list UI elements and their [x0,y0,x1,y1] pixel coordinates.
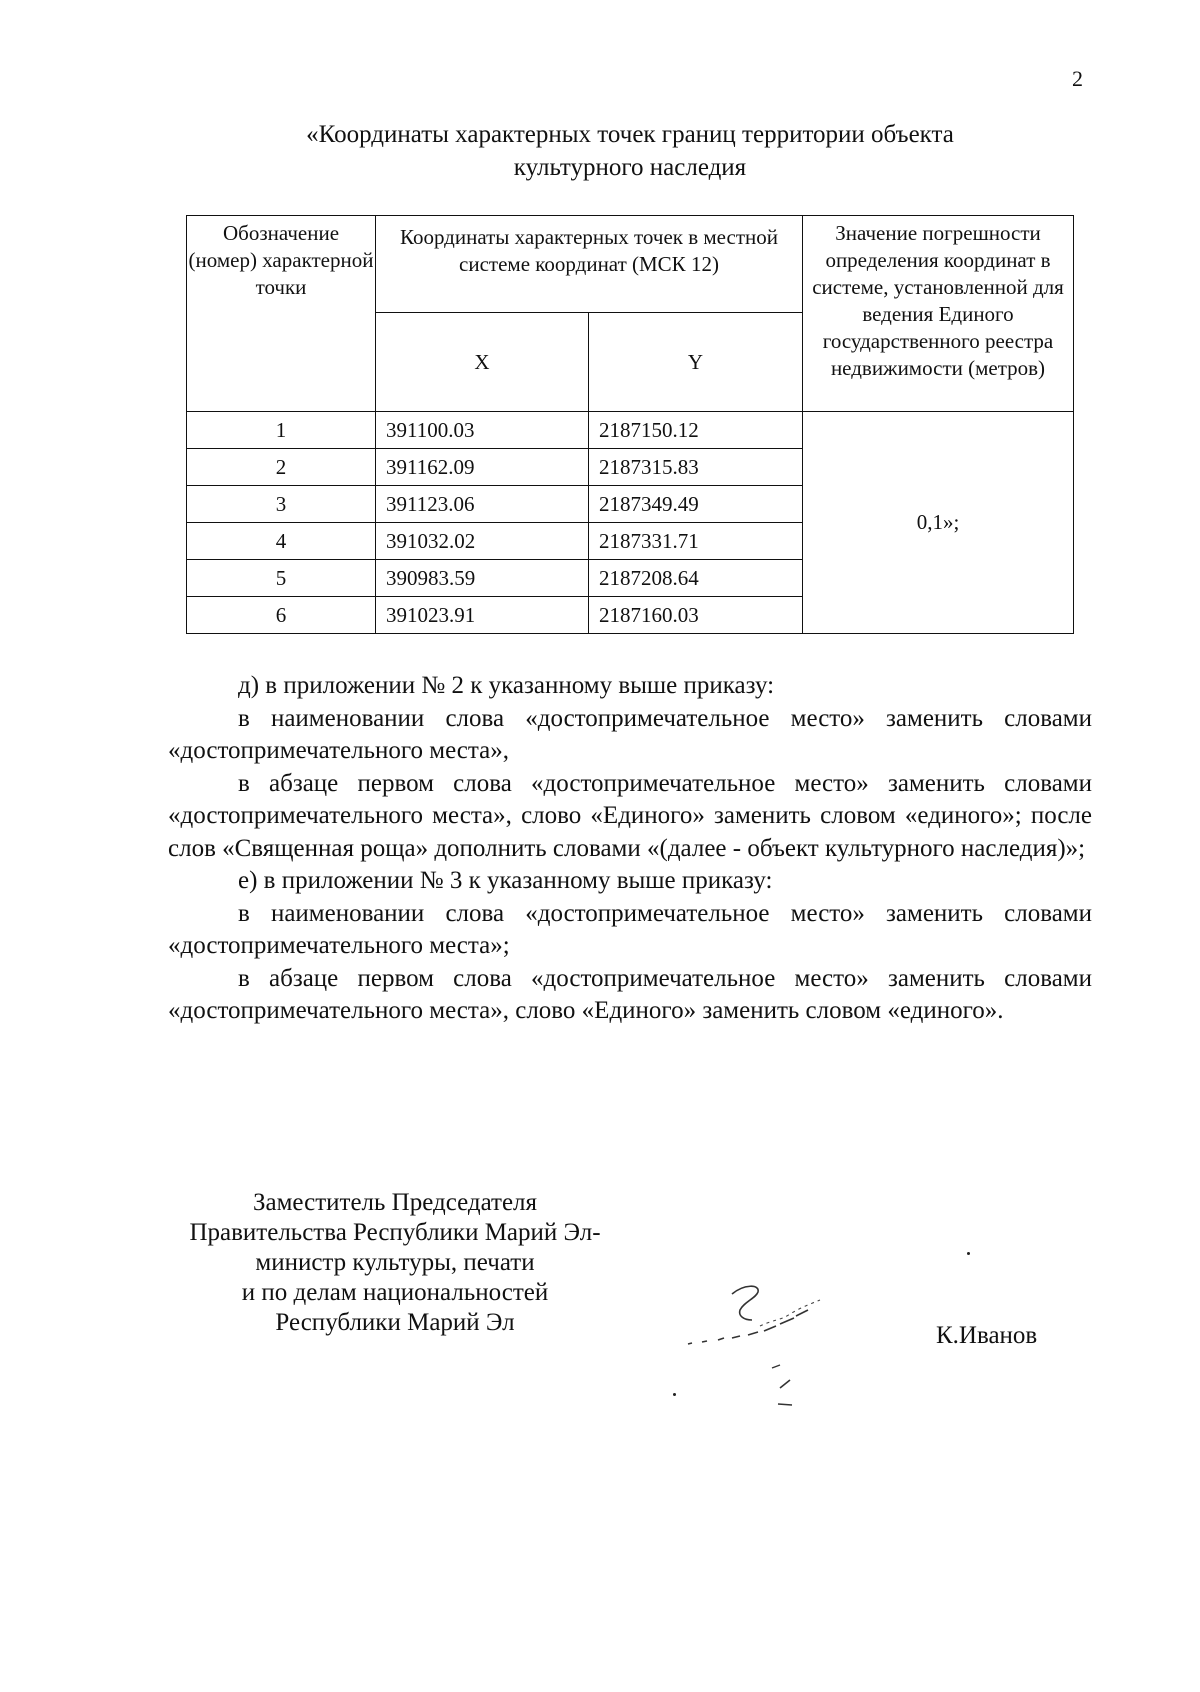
paragraph: в абзаце первом слова «достопримечательное место» заменить словами «достопримечательного места», слово «Единого» заменить словом «единого»; после слов «Священная роща» дополнить словами «(далее - объект культурного наследия)»; [168,769,1092,862]
point-number: 2 [187,449,376,486]
header-x: X [376,313,589,412]
point-x: 391032.02 [376,523,589,560]
handwritten-signature [660,1270,890,1430]
header-point-id: Обозначение (номер) характерной точки [187,216,376,412]
paragraph: в наименовании слова «достопримечательное место» заменить словами «достопримечательного места», [168,704,1092,764]
point-y: 2187349.49 [589,486,803,523]
signatory-title [160,1188,630,1338]
point-y: 2187208.64 [589,560,803,597]
point-number: 4 [187,523,376,560]
table-row [187,412,1074,449]
point-x: 391023.91 [376,597,589,634]
paragraph-e: е) в приложении № 3 к указанному выше приказу: [238,867,773,894]
point-number: 3 [187,486,376,523]
ink-dot [967,1252,970,1255]
amendments-text [168,670,1092,1028]
point-x: 391162.09 [376,449,589,486]
point-y: 2187160.03 [589,597,803,634]
signatory-line: Заместитель Председателя [252,1189,538,1216]
signatory-name: К.Иванов [936,1322,1038,1349]
point-number: 5 [187,560,376,597]
point-number: 1 [187,412,376,449]
signatory-line: и по делам национальностей [241,1279,549,1306]
signatory-line: министр культуры, печати [255,1249,535,1276]
coordinates-table [186,215,1074,634]
page-number: 2 [1072,66,1083,91]
paragraph: в абзаце первом слова «достопримечательное место» заменить словами «достопримечательного места», слово «Единого» заменить словом «единого». [168,964,1092,1024]
point-x: 391123.06 [376,486,589,523]
point-y: 2187150.12 [589,412,803,449]
point-number: 6 [187,597,376,634]
signatory-line: Правительства Республики Марий Эл- [189,1219,601,1246]
point-y: 2187315.83 [589,449,803,486]
header-y: Y [589,313,803,412]
table-title: «Координаты характерных точек границ территории объекта культурного наследия [306,121,954,181]
paragraph-d: д) в приложении № 2 к указанному выше приказу: [238,672,775,699]
paragraph: в наименовании слова «достопримечательное место» заменить словами «достопримечательного места»; [168,899,1092,959]
point-x: 391100.03 [376,412,589,449]
header-error: Значение погрешности определения координат в системе, установленной для ведения Единого государственного реестра недвижимости (метров) [803,216,1074,412]
point-y: 2187331.71 [589,523,803,560]
error-value: 0,1»; [803,412,1074,634]
signatory-line: Республики Марий Эл [275,1309,515,1336]
ink-dot [673,1393,676,1396]
table-header-row [187,216,1074,313]
header-coordinates: Координаты характерных точек в местной системе координат (МСК 12) [376,216,803,313]
point-x: 390983.59 [376,560,589,597]
